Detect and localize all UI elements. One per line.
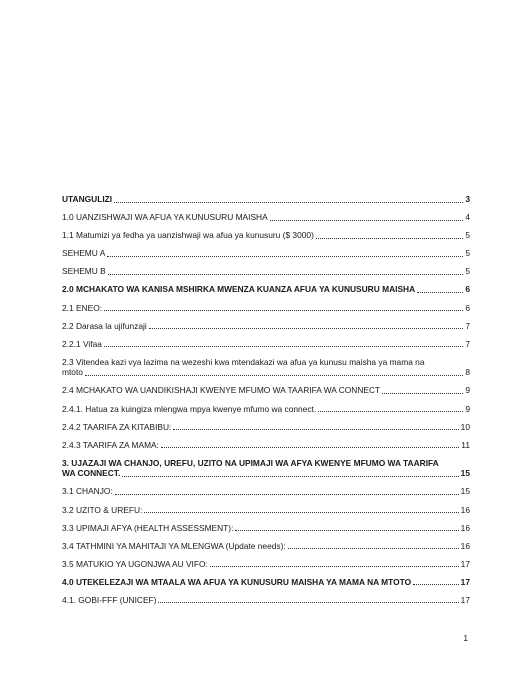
toc-entry-label: 3.1 CHANJO: [62, 486, 113, 497]
toc-entry[interactable] [62, 357, 470, 378]
toc-entry-label: UTANGULIZI [62, 194, 113, 204]
toc-entry-label: 2.4.2 TAARIFA ZA KITABIBU: [62, 421, 172, 432]
toc-entry-label-line2: WA CONNECT. [62, 468, 121, 479]
table-of-contents [62, 194, 470, 613]
toc-entry[interactable] [62, 194, 470, 205]
toc-entry-label: 1.1 Matumizi ya fedha ya uanzishwaji wa afua ya kunusuru ($ 3000) [62, 230, 314, 241]
toc-entry-label: SEHEMU B [62, 266, 106, 277]
toc-entry-page: 7 [465, 338, 470, 349]
toc-entry-label: 3.4 TATHMINI YA MAHITAJI YA MLENGWA (Update needs): [62, 540, 286, 551]
toc-entry-page: 6 [465, 284, 470, 295]
dot-leader [144, 512, 458, 513]
dot-leader [210, 566, 459, 567]
toc-entry-page: 8 [465, 367, 470, 378]
toc-entry-label: 2.2.1 Vifaa [62, 338, 102, 349]
toc-entry-page: 3 [465, 194, 470, 204]
toc-entry-label: 3.2 UZITO & UREFU: [62, 504, 143, 515]
dot-leader [288, 548, 459, 549]
toc-entry-page: 10 [460, 421, 470, 432]
dot-leader [382, 393, 463, 394]
toc-entry-label-line1: 2.3 Vitendea kazi vya lazima na wezeshi kwa mtendakazi wa afua ya kunusu maisha ya mama na [62, 356, 425, 367]
toc-entry[interactable] [62, 523, 470, 534]
toc-entry[interactable] [62, 422, 470, 433]
toc-entry[interactable] [62, 212, 470, 223]
toc-entry[interactable] [62, 486, 470, 497]
dot-leader [115, 494, 459, 495]
dot-leader [104, 346, 463, 347]
toc-entry-page: 17 [460, 558, 470, 569]
toc-entry-page: 16 [460, 504, 470, 515]
toc-entry-page: 11 [461, 439, 470, 450]
dot-leader [122, 476, 458, 477]
dot-leader [316, 238, 463, 239]
page-number: 1 [463, 633, 468, 643]
toc-entry[interactable] [62, 230, 470, 241]
toc-entry[interactable] [62, 404, 470, 415]
dot-leader [85, 375, 463, 376]
toc-entry-label: 2.1 ENEO: [62, 302, 103, 313]
dot-leader [107, 256, 463, 257]
toc-entry[interactable] [62, 440, 470, 451]
toc-entry-label-line1: 3. UJAZAJI WA CHANJO, UREFU, UZITO NA UPIMAJI WA AFYA KWENYE MFUMO WA TAARIFA [62, 457, 439, 468]
toc-entry[interactable] [62, 559, 470, 570]
toc-entry-page: 17 [460, 576, 470, 587]
toc-entry[interactable] [62, 303, 470, 314]
dot-leader [413, 584, 459, 585]
toc-entry-page: 5 [465, 248, 470, 259]
toc-entry[interactable] [62, 284, 470, 295]
toc-entry-label: 3.3 UPIMAJI AFYA (HEALTH ASSESSMENT): [62, 522, 234, 533]
toc-entry-page: 15 [460, 486, 470, 497]
toc-entry-label: 2.4.1. Hatua za kuingiza mlengwa mpya kwenye mfumo wa connect. [62, 403, 317, 414]
toc-entry-page: 16 [460, 540, 470, 551]
toc-entry-page: 6 [465, 302, 470, 313]
toc-entry-label-line2: mtoto [62, 367, 83, 378]
dot-leader [270, 220, 464, 221]
dot-leader [318, 411, 463, 412]
toc-entry[interactable] [62, 458, 470, 479]
toc-entry[interactable] [62, 505, 470, 516]
toc-entry[interactable] [62, 541, 470, 552]
dot-leader [173, 429, 458, 430]
toc-entry-page: 16 [460, 522, 470, 533]
toc-entry-page: 9 [465, 385, 470, 396]
toc-entry[interactable] [62, 339, 470, 350]
toc-entry[interactable] [62, 266, 470, 277]
toc-entry-page: 7 [465, 320, 470, 331]
dot-leader [161, 447, 459, 448]
toc-entry-page: 9 [465, 403, 470, 414]
toc-entry-page: 5 [465, 230, 470, 241]
toc-entry-label: 4.1. GOBI-FFF (UNICEF) [62, 594, 157, 605]
toc-entry[interactable] [62, 321, 470, 332]
dot-leader [417, 292, 463, 293]
toc-entry-label: 1.0 UANZISHWAJI WA AFUA YA KUNUSURU MAISHA [62, 212, 268, 223]
toc-entry-label: 2.4 MCHAKATO WA UANDIKISHAJI KWENYE MFUMO WA TAARIFA WA CONNECT [62, 385, 381, 396]
toc-entry-page: 15 [460, 468, 470, 479]
toc-entry-page: 17 [460, 594, 470, 605]
toc-entry-label: 2.0 MCHAKATO WA KANISA MSHIRKA MWENZA KUANZA AFUA YA KUNUSURU MAISHA [62, 284, 416, 295]
dot-leader [108, 274, 464, 275]
toc-entry[interactable] [62, 248, 470, 259]
dot-leader [114, 202, 463, 203]
toc-entry-page: 4 [465, 212, 470, 223]
dot-leader [104, 310, 463, 311]
dot-leader [149, 328, 464, 329]
toc-entry-label: SEHEMU A [62, 248, 106, 259]
dot-leader [158, 602, 458, 603]
toc-entry-page: 5 [465, 266, 470, 277]
toc-entry[interactable] [62, 577, 470, 588]
toc-entry-label: 2.4.3 TAARIFA ZA MAMA: [62, 439, 159, 450]
toc-entry[interactable] [62, 385, 470, 396]
toc-entry[interactable] [62, 595, 470, 606]
toc-entry-label: 4.0 UTEKELEZAJI WA MTAALA WA AFUA YA KUNUSURU MAISHA YA MAMA NA MTOTO [62, 576, 412, 587]
toc-entry-label: 3.5 MATUKIO YA UGONJWA AU VIFO: [62, 558, 208, 569]
toc-entry-label: 2.2 Darasa la ujifunzaji [62, 320, 147, 331]
dot-leader [235, 530, 458, 531]
